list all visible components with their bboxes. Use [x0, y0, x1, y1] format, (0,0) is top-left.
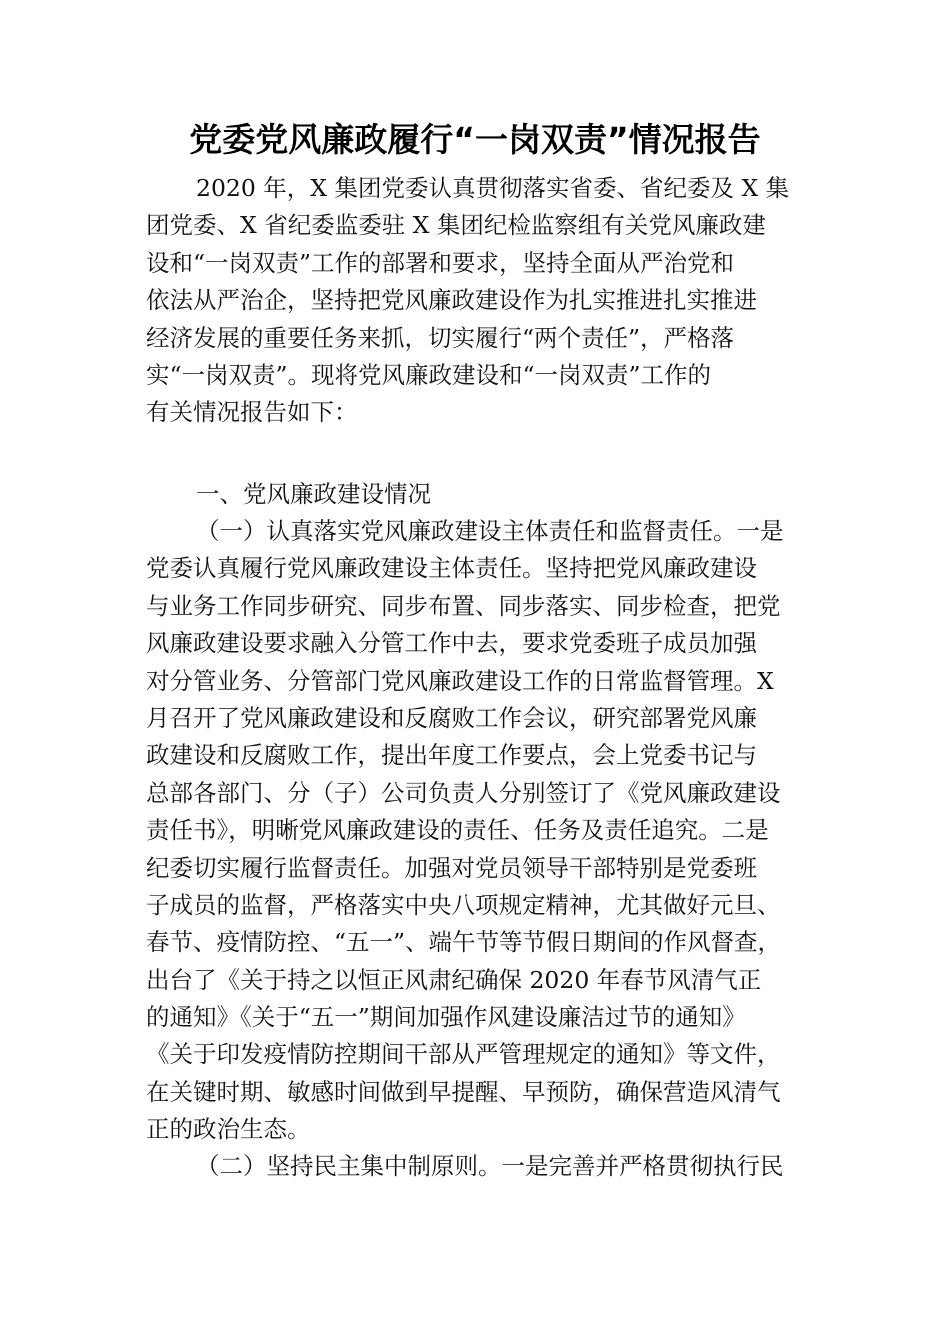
- section-heading: [146, 476, 806, 513]
- text-line: 实“一岗双责”。现将党风廉政建设和“一岗双责”工作的: [146, 360, 712, 389]
- text-line: 2020 年，X 集团党委认真贯彻落实省委、省纪委及 X 集: [196, 174, 790, 202]
- text-line: 团党委、X 省纪委监委驻 X 集团纪检监察组有关党风廉政建: [146, 211, 766, 240]
- text-line: 有关情况报告如下：: [146, 398, 358, 427]
- text-line: （二）坚持民主集中制原则。一是完善并严格贯彻执行民: [196, 1152, 784, 1180]
- section-heading-text: 一、党风廉政建设情况: [196, 480, 431, 508]
- text-line: 《关于印发疫情防控期间干部从严管理规定的通知》等文件，: [146, 1040, 781, 1069]
- text-line: 经济发展的重要任务来抓，切实履行“两个责任”，严格落: [146, 323, 735, 352]
- text-line: 出台了《关于持之以恒正风肃纪确保 2020 年春节风清气正: [146, 965, 762, 994]
- paragraph-2: [146, 1148, 806, 1185]
- text-line: 党委认真履行党风廉政建设主体责任。坚持把党风廉政建设: [146, 554, 757, 583]
- paragraph-1: [146, 513, 806, 1149]
- intro-paragraph: [146, 170, 806, 432]
- text-line: 在关键时期、敏感时间做到早提醒、早预防，确保营造风清气: [146, 1077, 781, 1106]
- document-title: 党委党风廉政履行“一岗双责”情况报告: [189, 120, 761, 159]
- text-line: 依法从严治企，坚持把党风廉政建设作为扎实推进扎实推进: [146, 286, 757, 315]
- text-line: 与业务工作同步研究、同步布置、同步落实、同步检查，把党: [146, 591, 781, 620]
- text-line: 子成员的监督，严格落实中央八项规定精神，尤其做好元旦、: [146, 890, 781, 919]
- text-line: 春节、疫情防控、“五一”、端午节等节假日期间的作风督查，: [146, 928, 782, 957]
- text-line: 正的政治生态。: [146, 1115, 311, 1144]
- text-line: 月召开了党风廉政建设和反腐败工作会议，研究部署党风廉: [146, 703, 757, 732]
- text-line: 总部各部门、分（子）公司负责人分别签订了《党风廉政建设: [146, 778, 781, 807]
- text-line: 责任书》，明晰党风廉政建设的责任、任务及责任追究。二是: [146, 816, 769, 845]
- text-line: 的通知》《关于“五一”期间加强作风建设廉洁过节的通知》: [146, 1003, 746, 1032]
- text-line: 纪委切实履行监督责任。加强对党员领导干部特别是党委班: [146, 853, 757, 882]
- text-line: 风廉政建设要求融入分管工作中去，要求党委班子成员加强: [146, 629, 757, 658]
- text-line: 政建设和反腐败工作，提出年度工作要点，会上党委书记与: [146, 741, 757, 770]
- text-line: 设和“一岗双责”工作的部署和要求，坚持全面从严治党和: [146, 248, 735, 277]
- text-line: （一）认真落实党风廉政建设主体责任和监督责任。一是: [196, 517, 784, 545]
- text-line: 对分管业务、分管部门党风廉政建设工作的日常监督管理。X: [146, 666, 774, 695]
